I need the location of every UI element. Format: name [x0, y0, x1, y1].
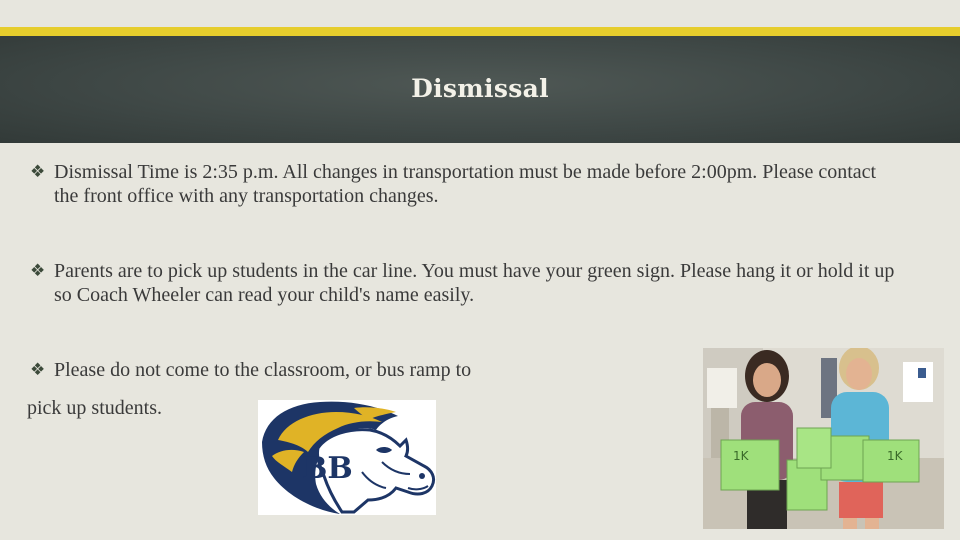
diamond-bullet-icon: ❖: [30, 360, 46, 379]
horse-mascot-logo-icon: [258, 400, 436, 515]
teachers-holding-signs-photo-icon: [703, 348, 944, 529]
bullet-text: Please do not come to the classroom, or bus ramp to: [54, 359, 472, 381]
sign-label-right: 1K: [887, 449, 903, 463]
slide-title: Dismissal: [411, 74, 549, 103]
bullet-no-classroom: [30, 358, 670, 382]
bullet-continuation: pick up students.: [27, 397, 162, 419]
bullet-text: Parents are to pick up students in the car line. You must have your green sign. Please hang it or hold it up so Coach Wheeler can read your child's name easily.: [54, 260, 895, 306]
bullet-dismissal-time: [30, 160, 900, 208]
bullet-car-line: [30, 259, 910, 307]
bullet-text: Dismissal Time is 2:35 p.m. All changes in transportation must be made before 2:00pm. Please contact the front office with any transportation changes.: [54, 161, 877, 207]
logo-letters: BB: [302, 451, 353, 486]
sign-label-left: 1K: [733, 449, 749, 463]
accent-stripe: [0, 27, 960, 36]
diamond-bullet-icon: ❖: [30, 162, 46, 181]
diamond-bullet-icon: ❖: [30, 261, 46, 280]
